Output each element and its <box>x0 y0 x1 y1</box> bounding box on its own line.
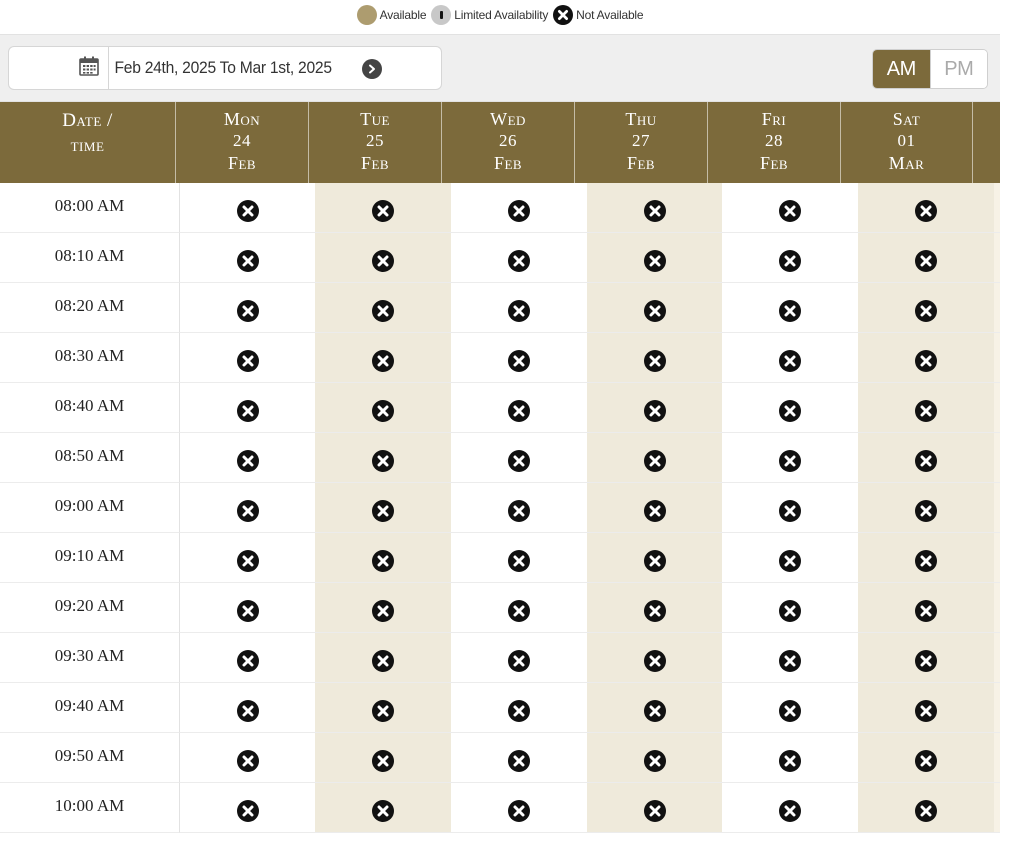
time-slot[interactable] <box>587 383 722 433</box>
available-dot-icon <box>357 5 377 25</box>
row-edge <box>994 433 1000 483</box>
time-slot[interactable] <box>858 583 994 633</box>
not-available-icon <box>779 500 801 522</box>
time-slot[interactable] <box>587 733 722 783</box>
day-header-date: 01 <box>897 131 916 150</box>
day-header <box>442 102 575 183</box>
time-label: 10:00 AM <box>0 783 180 833</box>
day-header-month: Mar <box>888 153 925 173</box>
day-header-date: 25 <box>366 131 384 150</box>
time-slot[interactable] <box>587 283 722 333</box>
row-edge <box>994 733 1000 783</box>
not-available-icon <box>644 300 666 322</box>
time-label: 09:10 AM <box>0 533 180 583</box>
availability-legend <box>0 4 1000 26</box>
not-available-icon <box>644 750 666 772</box>
not-available-icon <box>915 350 937 372</box>
day-header <box>309 102 442 183</box>
legend-not-available-label: Not Available <box>576 8 644 22</box>
time-slot[interactable] <box>315 433 451 483</box>
day-header-dow: Sat <box>892 109 921 129</box>
not-available-icon <box>644 650 666 672</box>
not-available-icon <box>508 500 530 522</box>
time-row <box>0 333 1000 383</box>
not-available-icon <box>372 200 394 222</box>
grid-body <box>0 183 1000 833</box>
time-slot[interactable] <box>587 633 722 683</box>
not-available-icon <box>237 750 259 772</box>
day-header-month: Feb <box>759 153 789 173</box>
time-label: 09:20 AM <box>0 583 180 633</box>
time-slot[interactable] <box>315 633 451 683</box>
time-slot[interactable] <box>587 483 722 533</box>
not-available-icon <box>372 500 394 522</box>
not-available-icon <box>508 550 530 572</box>
time-row <box>0 633 1000 683</box>
date-time-header-line1: Date / <box>62 110 113 131</box>
date-range-text: Feb 24th, 2025 To Mar 1st, 2025 <box>114 58 332 77</box>
time-slot[interactable] <box>722 783 858 833</box>
not-available-icon <box>508 300 530 322</box>
not-available-icon <box>915 650 937 672</box>
not-available-icon <box>372 700 394 722</box>
not-available-icon <box>644 200 666 222</box>
not-available-icon <box>915 450 937 472</box>
not-available-icon <box>372 550 394 572</box>
time-slot[interactable] <box>451 683 587 733</box>
time-slot[interactable] <box>722 683 858 733</box>
not-available-icon <box>372 600 394 622</box>
not-available-icon <box>644 400 666 422</box>
row-edge <box>994 233 1000 283</box>
not-available-icon <box>779 800 801 822</box>
time-slot[interactable] <box>315 733 451 783</box>
row-edge <box>994 633 1000 683</box>
time-slot[interactable] <box>722 333 858 383</box>
time-slot[interactable] <box>315 383 451 433</box>
time-slot[interactable] <box>587 783 722 833</box>
not-available-icon <box>915 550 937 572</box>
time-slot[interactable] <box>451 583 587 633</box>
time-row <box>0 483 1000 533</box>
limited-dot-icon <box>431 5 451 25</box>
not-available-icon <box>508 800 530 822</box>
time-slot[interactable] <box>587 533 722 583</box>
time-slot[interactable] <box>315 233 451 283</box>
time-slot[interactable] <box>451 333 587 383</box>
legend-limited-label: Limited Availability <box>454 8 549 22</box>
time-slot[interactable] <box>722 283 858 333</box>
time-row <box>0 233 1000 283</box>
time-slot[interactable] <box>315 483 451 533</box>
not-available-icon <box>779 450 801 472</box>
time-label: 08:40 AM <box>0 383 180 433</box>
time-slot[interactable] <box>587 583 722 633</box>
time-label: 08:10 AM <box>0 233 180 283</box>
day-header-date: 27 <box>632 131 650 150</box>
not-available-icon <box>372 350 394 372</box>
time-slot[interactable] <box>451 783 587 833</box>
not-available-icon <box>237 300 259 322</box>
time-slot[interactable] <box>858 533 994 583</box>
am-button[interactable]: AM <box>873 50 930 88</box>
not-available-icon <box>237 400 259 422</box>
day-header-month: Feb <box>227 153 257 173</box>
header-filler <box>973 102 1000 183</box>
not-available-icon <box>915 600 937 622</box>
day-header-date: 28 <box>765 131 783 150</box>
day-header <box>575 102 708 183</box>
time-slot[interactable] <box>180 533 315 583</box>
time-slot[interactable] <box>451 383 587 433</box>
day-header-date: 24 <box>233 131 251 150</box>
time-slot[interactable] <box>858 383 994 433</box>
am-pm-toggle[interactable] <box>872 49 988 89</box>
time-row <box>0 283 1000 333</box>
not-available-icon <box>779 250 801 272</box>
time-slot[interactable] <box>722 533 858 583</box>
chevron-right-icon <box>367 64 377 74</box>
day-header-month: Feb <box>360 153 390 173</box>
time-label: 08:00 AM <box>0 183 180 233</box>
day-header-dow: Tue <box>360 109 390 129</box>
time-slot[interactable] <box>315 333 451 383</box>
time-slot[interactable] <box>180 783 315 833</box>
time-slot[interactable] <box>180 733 315 783</box>
not-available-icon <box>644 500 666 522</box>
time-slot[interactable] <box>315 283 451 333</box>
time-row <box>0 733 1000 783</box>
day-header-dow: Fri <box>761 109 787 129</box>
time-slot[interactable] <box>180 183 315 233</box>
not-available-icon <box>508 400 530 422</box>
time-label: 09:40 AM <box>0 683 180 733</box>
not-available-icon <box>508 450 530 472</box>
time-slot[interactable] <box>451 633 587 683</box>
time-slot[interactable] <box>451 283 587 333</box>
time-row <box>0 783 1000 833</box>
not-available-icon <box>644 250 666 272</box>
time-slot[interactable] <box>858 233 994 283</box>
legend-not-available <box>553 5 643 25</box>
not-available-icon <box>915 750 937 772</box>
time-label: 08:20 AM <box>0 283 180 333</box>
not-available-icon <box>779 750 801 772</box>
not-available-icon <box>372 650 394 672</box>
time-row <box>0 183 1000 233</box>
time-slot[interactable] <box>180 633 315 683</box>
not-available-icon <box>779 350 801 372</box>
time-slot[interactable] <box>180 333 315 383</box>
not-available-icon <box>508 700 530 722</box>
row-edge <box>994 483 1000 533</box>
time-slot[interactable] <box>587 333 722 383</box>
time-row <box>0 683 1000 733</box>
time-slot[interactable] <box>180 433 315 483</box>
not-available-icon <box>644 550 666 572</box>
time-label: 09:50 AM <box>0 733 180 783</box>
not-available-icon <box>372 250 394 272</box>
not-available-icon <box>372 300 394 322</box>
not-available-icon <box>237 450 259 472</box>
not-available-icon <box>915 250 937 272</box>
time-label: 09:00 AM <box>0 483 180 533</box>
legend-available-label: Available <box>379 8 427 22</box>
time-slot[interactable] <box>587 183 722 233</box>
not-available-icon <box>779 200 801 222</box>
time-slot[interactable] <box>722 183 858 233</box>
not-available-icon <box>915 700 937 722</box>
time-slot[interactable] <box>858 433 994 483</box>
row-edge <box>994 533 1000 583</box>
time-label: 08:50 AM <box>0 433 180 483</box>
day-header-month: Feb <box>493 153 523 173</box>
not-available-icon <box>644 800 666 822</box>
row-edge <box>994 583 1000 633</box>
not-available-icon <box>237 650 259 672</box>
next-week-button[interactable] <box>362 59 382 79</box>
not-available-icon <box>644 700 666 722</box>
time-slot[interactable] <box>180 233 315 283</box>
calendar-icon <box>78 55 100 82</box>
day-header-dow: Wed <box>490 109 526 129</box>
time-slot[interactable] <box>587 433 722 483</box>
time-slot[interactable] <box>722 483 858 533</box>
not-available-icon <box>915 400 937 422</box>
not-available-icon <box>372 450 394 472</box>
time-slot[interactable] <box>315 783 451 833</box>
day-header-month: Feb <box>626 153 656 173</box>
day-header-date: 26 <box>499 131 517 150</box>
not-available-icon <box>779 300 801 322</box>
not-available-icon <box>237 500 259 522</box>
grid-header <box>0 102 1000 183</box>
time-slot[interactable] <box>858 633 994 683</box>
row-edge <box>994 383 1000 433</box>
time-slot[interactable] <box>858 783 994 833</box>
not-available-icon <box>372 750 394 772</box>
time-slot[interactable] <box>180 283 315 333</box>
not-available-icon <box>508 750 530 772</box>
row-edge <box>994 783 1000 833</box>
date-toolbar <box>0 34 1000 102</box>
row-edge <box>994 333 1000 383</box>
time-slot[interactable] <box>451 533 587 583</box>
time-slot[interactable] <box>722 583 858 633</box>
not-available-icon <box>237 600 259 622</box>
not-available-icon <box>237 350 259 372</box>
time-slot[interactable] <box>722 433 858 483</box>
date-time-header <box>0 102 176 183</box>
time-label: 09:30 AM <box>0 633 180 683</box>
day-header <box>841 102 973 183</box>
time-slot[interactable] <box>180 683 315 733</box>
day-header <box>176 102 309 183</box>
time-slot[interactable] <box>315 683 451 733</box>
not-available-icon <box>508 200 530 222</box>
pm-button[interactable]: PM <box>930 50 988 88</box>
row-edge <box>994 183 1000 233</box>
day-header <box>708 102 841 183</box>
not-available-icon <box>779 600 801 622</box>
time-slot[interactable] <box>315 583 451 633</box>
not-available-icon <box>915 800 937 822</box>
calendar-button[interactable] <box>9 47 109 89</box>
not-available-icon <box>644 450 666 472</box>
time-slot[interactable] <box>180 583 315 633</box>
time-slot[interactable] <box>858 333 994 383</box>
time-slot[interactable] <box>858 283 994 333</box>
legend-limited <box>431 5 548 25</box>
not-available-icon <box>644 350 666 372</box>
time-row <box>0 383 1000 433</box>
not-available-icon <box>237 800 259 822</box>
not-available-icon <box>508 250 530 272</box>
time-label: 08:30 AM <box>0 333 180 383</box>
date-range-picker[interactable] <box>8 46 442 90</box>
row-edge <box>994 683 1000 733</box>
time-slot[interactable] <box>587 683 722 733</box>
not-available-icon <box>237 200 259 222</box>
row-edge <box>994 283 1000 333</box>
time-slot[interactable] <box>315 533 451 583</box>
time-slot[interactable] <box>722 733 858 783</box>
time-slot[interactable] <box>858 183 994 233</box>
day-header-dow: Mon <box>223 109 261 129</box>
time-slot[interactable] <box>451 183 587 233</box>
not-available-icon <box>237 550 259 572</box>
time-slot[interactable] <box>722 383 858 433</box>
not-available-icon <box>553 5 573 25</box>
time-slot[interactable] <box>858 483 994 533</box>
not-available-icon <box>508 650 530 672</box>
time-slot[interactable] <box>451 733 587 783</box>
not-available-icon <box>237 700 259 722</box>
time-slot[interactable] <box>587 233 722 283</box>
time-slot[interactable] <box>180 383 315 433</box>
time-slot[interactable] <box>858 683 994 733</box>
not-available-icon <box>779 700 801 722</box>
not-available-icon <box>915 500 937 522</box>
not-available-icon <box>508 600 530 622</box>
time-slot[interactable] <box>451 433 587 483</box>
time-slot[interactable] <box>315 183 451 233</box>
availability-grid <box>0 102 1000 833</box>
not-available-icon <box>508 350 530 372</box>
not-available-icon <box>779 400 801 422</box>
time-slot[interactable] <box>451 483 587 533</box>
date-time-header-line2: time <box>70 135 105 156</box>
not-available-icon <box>779 550 801 572</box>
time-slot[interactable] <box>722 633 858 683</box>
not-available-icon <box>372 800 394 822</box>
time-row <box>0 433 1000 483</box>
time-slot[interactable] <box>722 233 858 283</box>
time-slot[interactable] <box>858 733 994 783</box>
time-slot[interactable] <box>451 233 587 283</box>
legend-available <box>357 5 427 25</box>
time-row <box>0 583 1000 633</box>
not-available-icon <box>915 300 937 322</box>
not-available-icon <box>644 600 666 622</box>
not-available-icon <box>779 650 801 672</box>
not-available-icon <box>915 200 937 222</box>
not-available-icon <box>237 250 259 272</box>
day-header-dow: Thu <box>625 109 657 129</box>
time-slot[interactable] <box>180 483 315 533</box>
time-row <box>0 533 1000 583</box>
not-available-icon <box>372 400 394 422</box>
